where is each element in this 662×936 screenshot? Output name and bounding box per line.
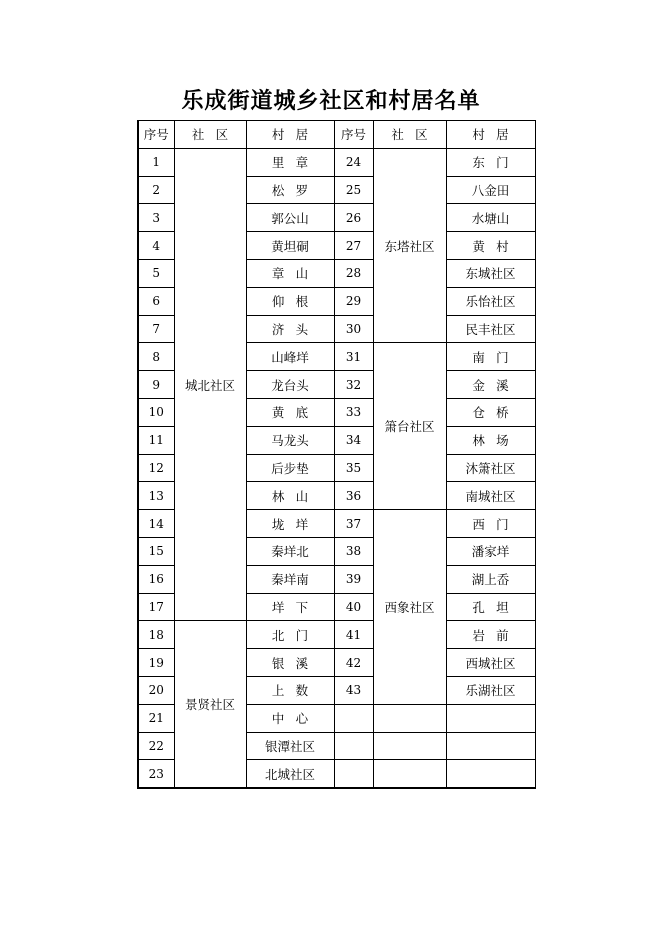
row-number: 25 xyxy=(334,176,373,204)
village-name: 郭公山 xyxy=(246,204,334,232)
empty-cell xyxy=(373,732,446,760)
row-number: 16 xyxy=(138,565,174,593)
row-number: 37 xyxy=(334,510,373,538)
village-name: 仓桥 xyxy=(446,398,535,426)
village-name: 秦垟北 xyxy=(246,537,334,565)
community-name: 景贤社区 xyxy=(174,621,246,788)
header-row xyxy=(138,121,535,149)
row-number: 11 xyxy=(138,426,174,454)
village-name: 林场 xyxy=(446,426,535,454)
row-number: 43 xyxy=(334,676,373,704)
row-number: 3 xyxy=(138,204,174,232)
row-number: 40 xyxy=(334,593,373,621)
community-name: 城北社区 xyxy=(174,148,246,621)
village-name: 林山 xyxy=(246,482,334,510)
village-name: 南城社区 xyxy=(446,482,535,510)
row-number: 30 xyxy=(334,315,373,343)
village-name: 黄坦硐 xyxy=(246,232,334,260)
row-number: 39 xyxy=(334,565,373,593)
column-header: 村居 xyxy=(446,121,535,149)
community-name: 东塔社区 xyxy=(373,148,446,343)
village-name: 孔坦 xyxy=(446,593,535,621)
empty-cell xyxy=(446,704,535,732)
community-name: 西象社区 xyxy=(373,510,446,705)
row-number: 42 xyxy=(334,649,373,677)
village-name: 仰根 xyxy=(246,287,334,315)
village-name: 北城社区 xyxy=(246,760,334,788)
column-header: 序号 xyxy=(138,121,174,149)
row-number: 28 xyxy=(334,259,373,287)
village-name: 松罗 xyxy=(246,176,334,204)
village-name: 南门 xyxy=(446,343,535,371)
column-header: 社区 xyxy=(174,121,246,149)
village-name: 银潭社区 xyxy=(246,732,334,760)
empty-cell xyxy=(334,760,373,788)
row-number: 17 xyxy=(138,593,174,621)
village-name: 潘家垟 xyxy=(446,537,535,565)
village-name: 章山 xyxy=(246,259,334,287)
row-number: 7 xyxy=(138,315,174,343)
village-name: 龙台头 xyxy=(246,371,334,399)
village-name: 民丰社区 xyxy=(446,315,535,343)
row-number: 34 xyxy=(334,426,373,454)
empty-cell xyxy=(334,732,373,760)
column-header: 村居 xyxy=(246,121,334,149)
village-name: 马龙头 xyxy=(246,426,334,454)
community-name: 箫台社区 xyxy=(373,343,446,510)
village-name: 垅垟 xyxy=(246,510,334,538)
empty-cell xyxy=(446,760,535,788)
row-number: 26 xyxy=(334,204,373,232)
row-number: 33 xyxy=(334,398,373,426)
community-roster-table xyxy=(137,120,536,789)
row-number: 21 xyxy=(138,704,174,732)
row-number: 2 xyxy=(138,176,174,204)
row-number: 15 xyxy=(138,537,174,565)
row-number: 14 xyxy=(138,510,174,538)
table-row xyxy=(138,148,535,176)
row-number: 6 xyxy=(138,287,174,315)
row-number: 8 xyxy=(138,343,174,371)
village-name: 水塘山 xyxy=(446,204,535,232)
column-header: 序号 xyxy=(334,121,373,149)
row-number: 27 xyxy=(334,232,373,260)
row-number: 38 xyxy=(334,537,373,565)
village-name: 上数 xyxy=(246,676,334,704)
village-name: 八金田 xyxy=(446,176,535,204)
village-name: 后步垫 xyxy=(246,454,334,482)
row-number: 4 xyxy=(138,232,174,260)
village-name: 黄村 xyxy=(446,232,535,260)
row-number: 36 xyxy=(334,482,373,510)
row-number: 29 xyxy=(334,287,373,315)
row-number: 31 xyxy=(334,343,373,371)
empty-cell xyxy=(373,760,446,788)
village-name: 岩前 xyxy=(446,621,535,649)
village-name: 西城社区 xyxy=(446,649,535,677)
village-name: 银溪 xyxy=(246,649,334,677)
village-name: 西门 xyxy=(446,510,535,538)
row-number: 24 xyxy=(334,148,373,176)
row-number: 22 xyxy=(138,732,174,760)
village-name: 黄底 xyxy=(246,398,334,426)
row-number: 13 xyxy=(138,482,174,510)
village-name: 里章 xyxy=(246,148,334,176)
village-name: 东城社区 xyxy=(446,259,535,287)
row-number: 5 xyxy=(138,259,174,287)
village-name: 乐湖社区 xyxy=(446,676,535,704)
empty-cell xyxy=(334,704,373,732)
row-number: 32 xyxy=(334,371,373,399)
village-name: 金溪 xyxy=(446,371,535,399)
row-number: 1 xyxy=(138,148,174,176)
village-name: 湖上岙 xyxy=(446,565,535,593)
village-name: 秦垟南 xyxy=(246,565,334,593)
row-number: 23 xyxy=(138,760,174,788)
table-row xyxy=(138,621,535,649)
village-name: 北门 xyxy=(246,621,334,649)
row-number: 20 xyxy=(138,676,174,704)
row-number: 12 xyxy=(138,454,174,482)
village-name: 山峰垟 xyxy=(246,343,334,371)
village-name: 东门 xyxy=(446,148,535,176)
village-name: 乐怡社区 xyxy=(446,287,535,315)
row-number: 9 xyxy=(138,371,174,399)
row-number: 41 xyxy=(334,621,373,649)
empty-cell xyxy=(373,704,446,732)
village-name: 中心 xyxy=(246,704,334,732)
row-number: 19 xyxy=(138,649,174,677)
row-number: 10 xyxy=(138,398,174,426)
page-title: 乐成街道城乡社区和村居名单 xyxy=(181,89,481,114)
village-name: 济头 xyxy=(246,315,334,343)
row-number: 18 xyxy=(138,621,174,649)
column-header: 社区 xyxy=(373,121,446,149)
village-name: 垟下 xyxy=(246,593,334,621)
village-name: 沐箫社区 xyxy=(446,454,535,482)
row-number: 35 xyxy=(334,454,373,482)
empty-cell xyxy=(446,732,535,760)
